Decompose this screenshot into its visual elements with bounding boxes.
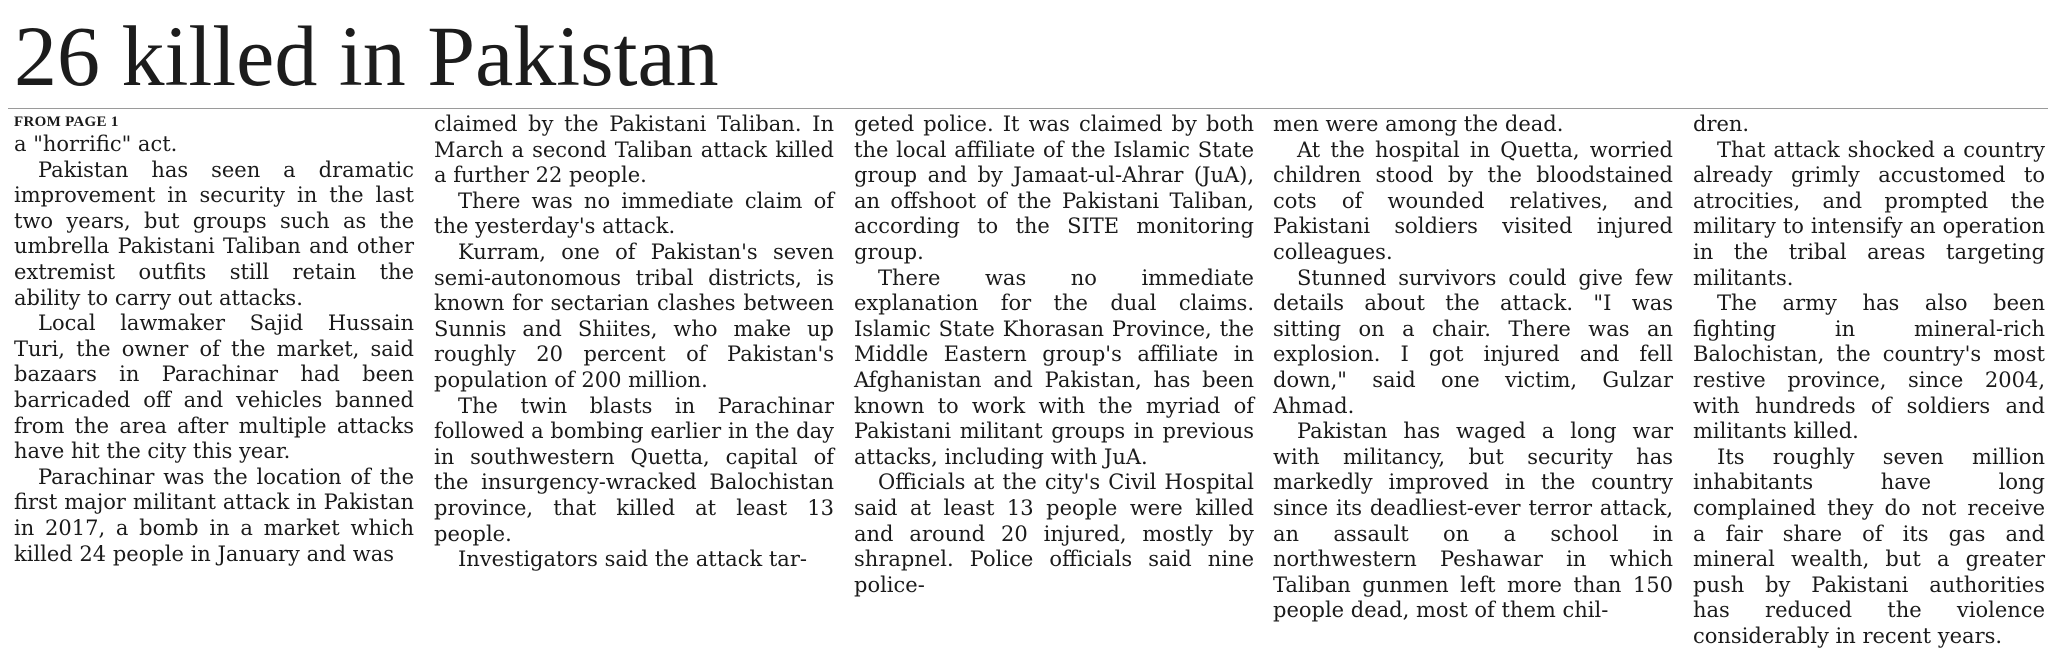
paragraph: dren. <box>1693 112 1750 136</box>
paragraph: Investigators said the attack tar- <box>458 547 807 572</box>
paragraph: Parachinar was the location of the first major militant attack in Pakistan in 2017, a bomb in a market which killed 24 people in January and was <box>14 464 414 566</box>
paragraph: The army has also been fighting in mineral-rich Balochistan, the country's most restive province, since 2004, with hundreds of soldiers and militants killed. <box>1693 291 2045 444</box>
paragraph: Kurram, one of Pakistan's seven semi-autonomous tribal districts, is known for sectarian clashes between Sunnis and Shiites, who make up roughly 20 percent of Pakistan's population of 200 million. <box>434 239 834 392</box>
article-column-3 <box>854 112 1254 598</box>
paragraph: claimed by the Pakistani Taliban. In March a second Taliban attack killed a further 22 people. <box>434 112 834 188</box>
article-column-4 <box>1273 112 1673 624</box>
paragraph: There was no immediate explanation for the dual claims. Islamic State Khorasan Province, the Middle Eastern group's affiliate in Afghanistan and Pakistan, has been known to work with the myriad of Pakistani militant groups in previous attacks, including with JuA. <box>854 265 1254 469</box>
paragraph: Local lawmaker Sajid Hussain Turi, the owner of the market, said bazaars in Parachinar had been barricaded off and vehicles banned from the area after multiple attacks have hit the city this year. <box>14 311 414 464</box>
paragraph: geted police. It was claimed by both the local affiliate of the Islamic State group and by Jamaat-ul-Ahrar (JuA), an offshoot of the Pakistani Taliban, according to the SITE monitoring group. <box>854 112 1254 264</box>
paragraph: Officials at the city's Civil Hospital said at least 13 people were killed and around 20 injured, mostly by shrapnel. Police officials said nine police- <box>854 470 1254 597</box>
paragraph: Its roughly seven million inhabitants have long complained they do not receive a fair share of its gas and mineral wealth, but a greater push by Pakistani authorities has reduced the violence considerably in recent years. <box>1693 444 2045 648</box>
paragraph: Stunned survivors could give few details about the attack. "I was sitting on a chair. There was an explosion. I got injured and fell down," said one victim, Gulzar Ahmad. <box>1273 265 1673 418</box>
paragraph: At the hospital in Quetta, worried children stood by the bloodstained cots of wounded relatives, and Pakistani soldiers visited injured colleagues. <box>1273 137 1673 264</box>
jump-label: FROM PAGE 1 <box>14 114 119 130</box>
headline-rule <box>8 108 2048 109</box>
paragraph: Pakistan has waged a long war with militancy, but security has markedly improved in the country since its deadliest-ever terror attack, an assault on a school in northwestern Peshawar in which Taliban gunmen left more than 150 people dead, most of them chil- <box>1273 419 1673 623</box>
paragraph: The twin blasts in Parachinar followed a bombing earlier in the day in southwestern Quetta, capital of the insurgency-wracked Balochistan province, that killed at least 13 people. <box>434 393 834 546</box>
paragraph: There was no immediate claim of the yesterday's attack. <box>434 188 834 239</box>
paragraph: a "horrific" act. <box>14 132 178 156</box>
paragraph: Pakistan has seen a dramatic improvement in security in the last two years, but groups such as the umbrella Pakistani Taliban and other extremist outfits still retain the ability to carry out attacks. <box>14 157 414 310</box>
paragraph: That attack shocked a country already grimly accustomed to atrocities, and prompted the military to intensify an operation in the tribal areas targeting militants. <box>1693 137 2045 290</box>
article-column-1 <box>14 112 414 567</box>
paragraph: men were among the dead. <box>1273 112 1564 136</box>
article-column-5 <box>1693 112 2045 649</box>
headline: 26 killed in Pakistan <box>14 8 719 104</box>
article-column-2 <box>434 112 834 573</box>
